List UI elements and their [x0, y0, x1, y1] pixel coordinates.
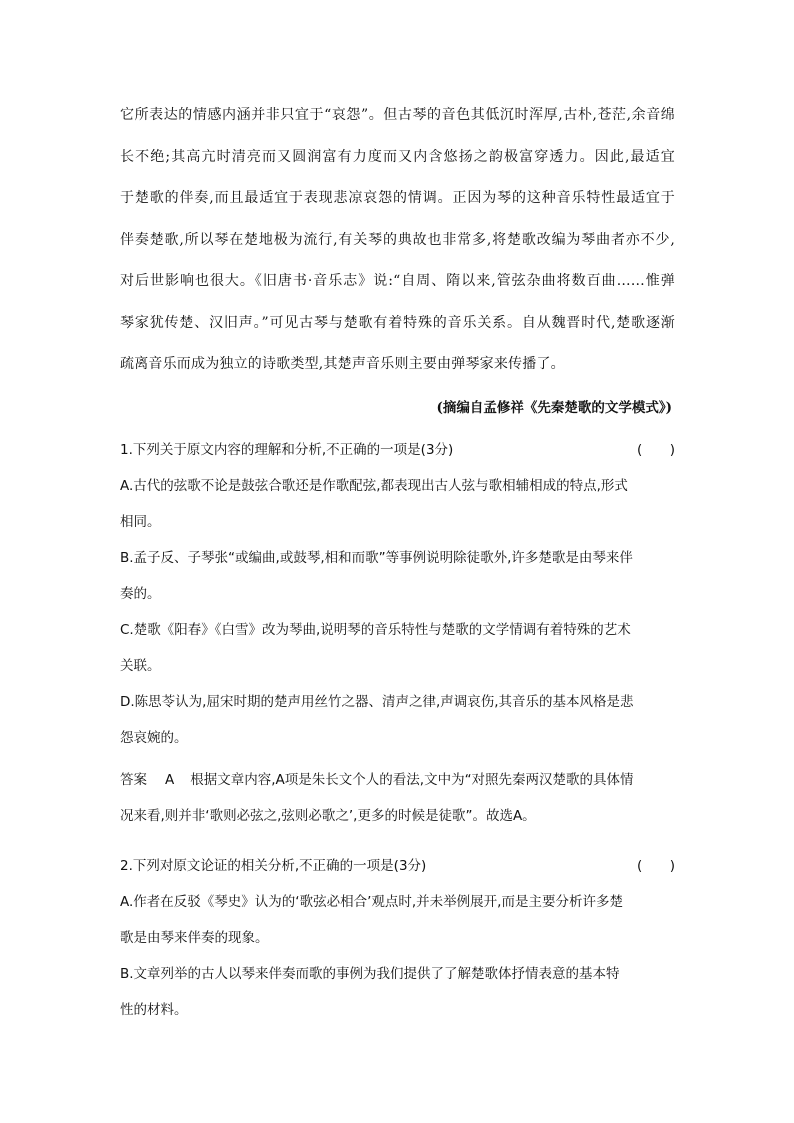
option-d[interactable]: D.陈思苓认为,屈宋时期的楚声用丝竹之器、清声之律,声调哀伤,其音乐的基本风格是悲 怨哀婉的。 [120, 694, 634, 746]
answer-label: 答案 [120, 772, 147, 788]
option-a[interactable]: A.古代的弦歌不论是鼓弦合歌还是作歌配弦,都表现出古人弦与歌相辅相成的特点,形式 相同。 [120, 478, 628, 530]
passage-line: 疏离音乐而成为独立的诗歌类型,其楚声音乐则主要由弹琴家来传播了。 [120, 356, 565, 372]
answer-explanation: 况来看,则并非‘歌则必弦之,弦则必歌之’,更多的时候是徒歌”。故选A。 [120, 808, 536, 824]
question-1-text: 1.下列关于原文内容的理解和分析,不正确的一项是(3分) [120, 442, 454, 458]
question-2-stem [120, 848, 675, 884]
question-1 [120, 432, 675, 756]
answer-blank[interactable]: ( ) [637, 442, 675, 458]
passage-text [120, 100, 675, 391]
answer-blank[interactable]: ( ) [637, 858, 675, 874]
passage-line: 伴奏楚歌,所以琴在楚地极为流行,有关琴的典故也非常多,将楚歌改编为琴曲者亦不少, [120, 231, 675, 248]
passage-line: 长不绝;其高亢时清亮而又圆润富有力度而又内含悠扬之韵极富穿透力。因此,最适宜 [120, 148, 675, 165]
source-citation: (摘编自孟修祥《先秦楚歌的文学模式》) [436, 400, 672, 416]
option-b[interactable]: B.文章列举的古人以琴来伴奏而歌的事例为我们提供了了解楚歌体抒情表意的基本特 性的材料。 [120, 966, 620, 1018]
question-2 [120, 848, 675, 1028]
answer-explanation: 根据文章内容,A项是朱长文个人的看法,文中为“对照先秦两汉楚歌的具体情 [190, 772, 634, 788]
passage-line: 它所表达的情感内涵并非只宜于“哀怨”。但古琴的音色其低沉时浑厚,古朴,苍茫,余音绵 [120, 107, 675, 123]
option-a[interactable]: A.作者在反驳《琴史》认为的‘歌弦必相合’观点时,并未举例展开,而是主要分析许多楚 歌是由琴来伴奏的现象。 [120, 894, 623, 946]
passage-line: 对后世影响也很大。《旧唐书·音乐志》说:“自周、隋以来,管弦杂曲将数百曲……惟弹 [120, 273, 675, 289]
passage-line: 于楚歌的伴奏,而且最适宜于表现悲凉哀怨的情调。正因为琴的这种音乐特性最适宜于 [120, 190, 675, 206]
passage-line: 琴家犹传楚、汉旧声。”可见古琴与楚歌有着特殊的音乐关系。自从魏晋时代,楚歌逐渐 [120, 314, 675, 331]
option-c[interactable]: C.楚歌《阳春》《白雪》改为琴曲,说明琴的音乐特性与楚歌的文学情调有着特殊的艺术 关联。 [120, 622, 631, 674]
question-1-stem [120, 432, 675, 468]
question-2-text: 2.下列对原文论证的相关分析,不正确的一项是(3分) [120, 858, 427, 874]
option-b[interactable]: B.孟子反、子琴张“或编曲,或鼓琴,相和而歌”等事例说明除徒歌外,许多楚歌是由琴来伴 奏的。 [120, 550, 633, 602]
answer-letter: A [165, 772, 175, 788]
answer-1 [120, 762, 675, 834]
